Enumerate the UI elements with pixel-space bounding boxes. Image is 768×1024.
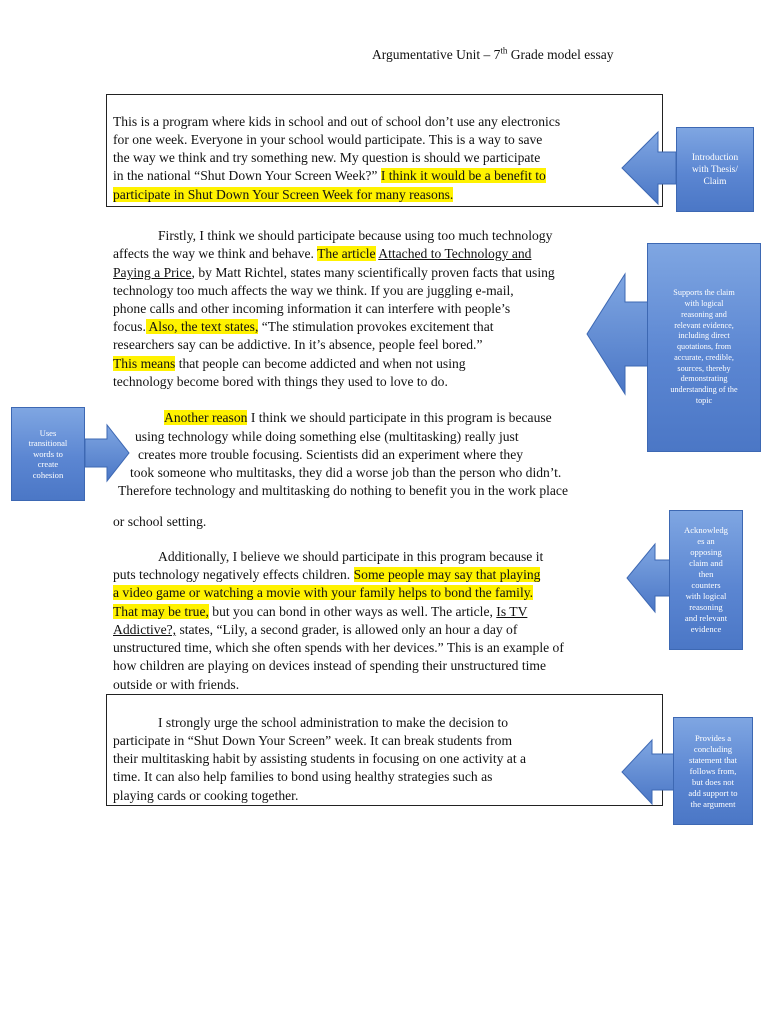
intro-line-2: for one week. Everyone in your school would participate. This is a way to save bbox=[113, 132, 543, 147]
conclusion-line-1: I strongly urge the school administration to make the decision to bbox=[158, 715, 509, 730]
body3-line-4: That may be true, but you can bond in other ways as well. The article, Is TV bbox=[113, 604, 528, 619]
body1-line-3: Paying a Price, by Matt Richtel, states many scientifically proven facts that using bbox=[113, 265, 555, 280]
conclusion-line-5: playing cards or cooking together. bbox=[113, 788, 299, 803]
transitions-arrow-icon bbox=[85, 425, 130, 485]
body3-line-1: Additionally, I believe we should participate in this program because it bbox=[158, 549, 544, 564]
intro-line-1: This is a program where kids in school and out of school don’t use any electronics bbox=[113, 114, 561, 129]
conclusion-line-4: time. It can also help families to bond using healthy strategies such as bbox=[113, 769, 493, 784]
body1-line-2: affects the way we think and behave. The article Attached to Technology and bbox=[113, 246, 532, 261]
transitions-callout: Uses transitional words to create cohesion bbox=[11, 407, 85, 501]
body2-line-1: Another reason I think we should participate in this program is because bbox=[164, 410, 552, 425]
acknowledge-arrow-icon bbox=[625, 542, 673, 614]
body3-line-5: Addictive?, states, “Lily, a second grader, is allowed only an hour a day of bbox=[113, 622, 518, 637]
intro-arrow-icon bbox=[620, 130, 680, 210]
body3-line-2: puts technology negatively effects children. Some people may say that playing bbox=[113, 567, 541, 582]
body1-line-7: researchers say can be addictive. In it’s absence, people feel bored.” bbox=[113, 337, 483, 352]
body1-line-8: This means that people can become addicted and when not using bbox=[113, 356, 466, 371]
intro-callout: Introduction with Thesis/ Claim bbox=[676, 127, 754, 212]
body2-line-4: took someone who multitasks, they did a worse job than the person who didn’t. bbox=[130, 465, 562, 480]
conclusion-arrow-icon bbox=[620, 738, 676, 808]
conclusion-line-2: participate in “Shut Down Your Screen” week. It can break students from bbox=[113, 733, 513, 748]
conclusion-callout: Provides a concluding statement that follows from, but does not add support to the argument bbox=[673, 717, 753, 825]
supports-arrow-icon bbox=[585, 270, 655, 400]
body1-line-4: technology too much affects the way we think. If you are juggling e-mail, bbox=[113, 283, 514, 298]
thesis-highlight-2: participate in Shut Down Your Screen Week for many reasons. bbox=[113, 187, 454, 202]
body2-line-2: using technology while doing something else (multitasking) really just bbox=[135, 429, 519, 444]
body3-line-8: outside or with friends. bbox=[113, 677, 240, 692]
body2-line-6: or school setting. bbox=[113, 514, 207, 529]
thesis-highlight: I think it would be a benefit to bbox=[380, 168, 546, 183]
body1-line-6: focus. Also, the text states, “The stimulation provokes excitement that bbox=[113, 319, 494, 334]
intro-line-3: the way we think and try something new. My question is should we participate bbox=[113, 150, 541, 165]
acknowledge-callout: Acknowledg es an opposing claim and then counters with logical reasoning and relevant evidence bbox=[669, 510, 743, 650]
intro-line-4: in the national “Shut Down Your Screen Week?” I think it would be a benefit to bbox=[113, 168, 546, 183]
page-header: Argumentative Unit – 7th Grade model essay bbox=[372, 45, 614, 62]
supports-callout: Supports the claim with logical reasoning and relevant evidence, including direct quotations, from accurate, credible, sources, thereby demonstrating understanding of the topic bbox=[647, 243, 761, 452]
body2-line-5: Therefore technology and multitasking do nothing to benefit you in the work place bbox=[118, 483, 568, 498]
body1-line-1: Firstly, I think we should participate because using too much technology bbox=[158, 228, 553, 243]
body2-line-3: creates more trouble focusing. Scientists did an experiment where they bbox=[138, 447, 524, 462]
intro-line-5 bbox=[113, 186, 453, 204]
body1-line-9: technology become bored with things they used to love to do. bbox=[113, 374, 448, 389]
body3-line-6: unstructured time, which she often spends with her devices.” This is an example of bbox=[113, 640, 564, 655]
body3-line-3: a video game or watching a movie with your family helps to bond the family. bbox=[113, 585, 534, 600]
conclusion-line-3: their multitasking habit by assisting students in focusing on one activity at a bbox=[113, 751, 527, 766]
body3-line-7: how children are playing on devices instead of spending their unstructured time bbox=[113, 658, 546, 673]
body1-line-5: phone calls and other incoming information it can interfere with people’s bbox=[113, 301, 511, 316]
